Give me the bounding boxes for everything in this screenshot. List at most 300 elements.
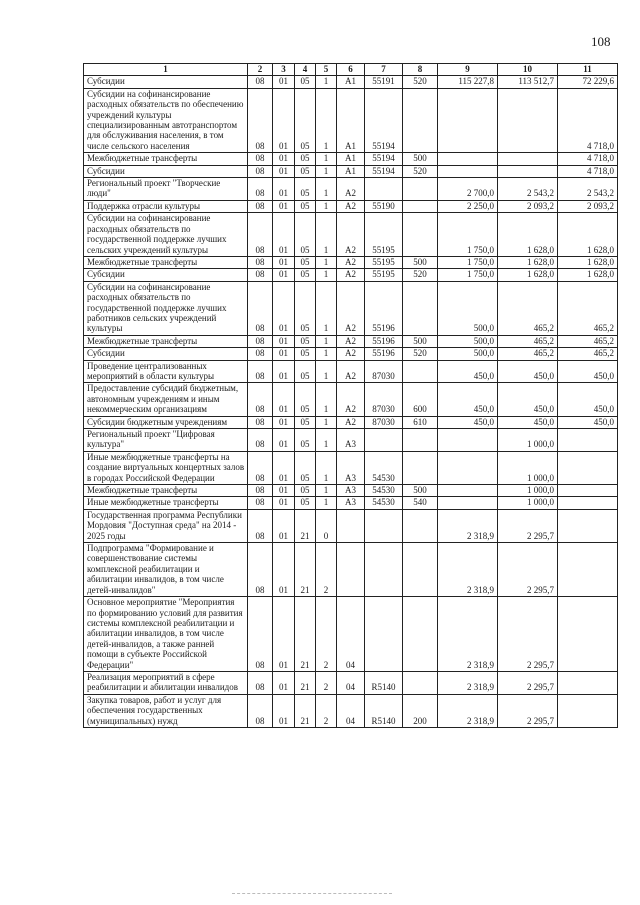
row-name-cell: Субсидии на софинансирование расходных обязательств по государственной поддержке лучших работников сельских учреждений культуры <box>84 281 248 335</box>
table-row <box>84 165 618 177</box>
amount-11-cell <box>558 543 618 597</box>
code-4-cell: 21 <box>295 694 316 727</box>
code-7-cell <box>365 429 403 452</box>
code-4-cell: 21 <box>295 509 316 542</box>
code-4-cell: 05 <box>295 269 316 281</box>
amount-10-cell: 465,2 <box>498 335 558 347</box>
code-6-cell: A2 <box>337 200 365 212</box>
amount-9-cell: 450,0 <box>438 416 498 428</box>
amount-11-cell: 465,2 <box>558 348 618 360</box>
code-8-cell <box>403 543 438 597</box>
code-2-cell: 08 <box>248 153 273 165</box>
amount-11-cell <box>558 509 618 542</box>
row-name-cell: Межбюджетные трансферты <box>84 256 248 268</box>
table-row <box>84 497 618 509</box>
amount-9-cell: 2 318,9 <box>438 694 498 727</box>
code-2-cell: 08 <box>248 451 273 484</box>
code-5-cell: 2 <box>316 543 337 597</box>
code-3-cell: 01 <box>273 256 295 268</box>
amount-9-cell: 1 750,0 <box>438 269 498 281</box>
amount-9-cell: 500,0 <box>438 281 498 335</box>
code-7-cell: 54530 <box>365 497 403 509</box>
amount-10-cell <box>498 165 558 177</box>
amount-9-cell: 2 318,9 <box>438 597 498 672</box>
table-row <box>84 416 618 428</box>
code-5-cell: 1 <box>316 416 337 428</box>
amount-11-cell: 4 718,0 <box>558 153 618 165</box>
amount-9-cell <box>438 451 498 484</box>
amount-11-cell: 2 543,2 <box>558 178 618 201</box>
code-5-cell: 1 <box>316 165 337 177</box>
table-row <box>84 509 618 542</box>
table-row <box>84 153 618 165</box>
amount-11-cell: 450,0 <box>558 383 618 416</box>
amount-10-cell: 2 295,7 <box>498 509 558 542</box>
code-2-cell: 08 <box>248 213 273 257</box>
code-7-cell: 55194 <box>365 88 403 152</box>
table-row <box>84 597 618 672</box>
code-2-cell: 08 <box>248 256 273 268</box>
code-8-cell <box>403 509 438 542</box>
code-5-cell: 1 <box>316 269 337 281</box>
amount-10-cell: 113 512,7 <box>498 76 558 88</box>
code-2-cell: 08 <box>248 335 273 347</box>
code-2-cell: 08 <box>248 429 273 452</box>
code-7-cell: 87030 <box>365 383 403 416</box>
code-8-cell <box>403 88 438 152</box>
code-3-cell: 01 <box>273 485 295 497</box>
amount-10-cell: 2 295,7 <box>498 543 558 597</box>
column-header: 4 <box>295 64 316 76</box>
code-5-cell: 2 <box>316 671 337 694</box>
table-row <box>84 543 618 597</box>
code-7-cell: 55196 <box>365 335 403 347</box>
table-row <box>84 269 618 281</box>
code-6-cell: A2 <box>337 383 365 416</box>
amount-9-cell: 450,0 <box>438 360 498 383</box>
row-name-cell: Проведение централизованных мероприятий в области культуры <box>84 360 248 383</box>
code-5-cell: 1 <box>316 360 337 383</box>
code-4-cell: 05 <box>295 429 316 452</box>
amount-11-cell: 450,0 <box>558 416 618 428</box>
row-name-cell: Межбюджетные трансферты <box>84 485 248 497</box>
amount-10-cell: 1 000,0 <box>498 429 558 452</box>
code-3-cell: 01 <box>273 429 295 452</box>
code-6-cell: A3 <box>337 429 365 452</box>
amount-10-cell: 1 000,0 <box>498 497 558 509</box>
code-4-cell: 05 <box>295 256 316 268</box>
code-3-cell: 01 <box>273 694 295 727</box>
amount-11-cell: 1 628,0 <box>558 213 618 257</box>
code-4-cell: 21 <box>295 671 316 694</box>
amount-9-cell: 2 318,9 <box>438 543 498 597</box>
amount-9-cell <box>438 165 498 177</box>
amount-10-cell: 1 628,0 <box>498 269 558 281</box>
code-4-cell: 05 <box>295 348 316 360</box>
amount-11-cell <box>558 671 618 694</box>
code-2-cell: 08 <box>248 597 273 672</box>
code-7-cell: 55194 <box>365 165 403 177</box>
amount-9-cell <box>438 429 498 452</box>
code-5-cell: 2 <box>316 597 337 672</box>
amount-10-cell: 1 628,0 <box>498 213 558 257</box>
code-4-cell: 05 <box>295 76 316 88</box>
code-4-cell: 05 <box>295 497 316 509</box>
code-5-cell: 1 <box>316 383 337 416</box>
code-3-cell: 01 <box>273 360 295 383</box>
code-4-cell: 05 <box>295 178 316 201</box>
row-name-cell: Межбюджетные трансферты <box>84 153 248 165</box>
table-header-row <box>84 64 618 76</box>
row-name-cell: Поддержка отрасли культуры <box>84 200 248 212</box>
amount-9-cell: 115 227,8 <box>438 76 498 88</box>
amount-11-cell: 465,2 <box>558 335 618 347</box>
code-4-cell: 21 <box>295 597 316 672</box>
row-name-cell: Основное мероприятие "Мероприятия по формированию условий для развития системы комплексной реабилитации и абилитации инвалидов, в том числе детей-инвалидов, а также ранней помощи в субъекте Российской Федерации" <box>84 597 248 672</box>
code-8-cell <box>403 451 438 484</box>
code-6-cell: A1 <box>337 88 365 152</box>
code-4-cell: 05 <box>295 213 316 257</box>
column-header: 7 <box>365 64 403 76</box>
code-3-cell: 01 <box>273 416 295 428</box>
row-name-cell: Субсидии <box>84 76 248 88</box>
row-name-cell: Субсидии <box>84 348 248 360</box>
row-name-cell: Межбюджетные трансферты <box>84 335 248 347</box>
amount-11-cell <box>558 597 618 672</box>
code-6-cell <box>337 543 365 597</box>
amount-11-cell: 4 718,0 <box>558 165 618 177</box>
amount-11-cell <box>558 694 618 727</box>
amount-9-cell: 450,0 <box>438 383 498 416</box>
code-3-cell: 01 <box>273 451 295 484</box>
code-2-cell: 08 <box>248 543 273 597</box>
column-header: 2 <box>248 64 273 76</box>
column-header: 6 <box>337 64 365 76</box>
table-row <box>84 281 618 335</box>
amount-9-cell <box>438 497 498 509</box>
amount-11-cell <box>558 451 618 484</box>
code-4-cell: 05 <box>295 88 316 152</box>
amount-9-cell <box>438 88 498 152</box>
code-4-cell: 05 <box>295 200 316 212</box>
amount-11-cell: 2 093,2 <box>558 200 618 212</box>
row-name-cell: Региональный проект "Цифровая культура" <box>84 429 248 452</box>
amount-11-cell: 1 628,0 <box>558 269 618 281</box>
amount-10-cell: 2 295,7 <box>498 694 558 727</box>
code-6-cell: A1 <box>337 165 365 177</box>
amount-9-cell <box>438 485 498 497</box>
code-4-cell: 05 <box>295 153 316 165</box>
code-7-cell <box>365 597 403 672</box>
table-row <box>84 348 618 360</box>
code-2-cell: 08 <box>248 497 273 509</box>
code-6-cell: 04 <box>337 597 365 672</box>
code-8-cell: 200 <box>403 694 438 727</box>
code-6-cell: A2 <box>337 348 365 360</box>
code-4-cell: 21 <box>295 543 316 597</box>
code-2-cell: 08 <box>248 269 273 281</box>
row-name-cell: Субсидии на софинансирование расходных обязательств по обеспечению учреждений культуры специализированным автотранспортом для обслуживания населения, в том числе сельского населения <box>84 88 248 152</box>
code-4-cell: 05 <box>295 165 316 177</box>
code-2-cell: 08 <box>248 76 273 88</box>
code-6-cell: A2 <box>337 360 365 383</box>
amount-10-cell: 465,2 <box>498 281 558 335</box>
code-3-cell: 01 <box>273 213 295 257</box>
code-8-cell: 610 <box>403 416 438 428</box>
code-8-cell: 500 <box>403 153 438 165</box>
code-7-cell: 55196 <box>365 281 403 335</box>
code-6-cell: A3 <box>337 485 365 497</box>
code-8-cell: 500 <box>403 256 438 268</box>
code-3-cell: 01 <box>273 497 295 509</box>
page-number: 108 <box>591 34 611 49</box>
code-8-cell: 520 <box>403 165 438 177</box>
code-3-cell: 01 <box>273 269 295 281</box>
code-3-cell: 01 <box>273 671 295 694</box>
row-name-cell: Субсидии бюджетным учреждениям <box>84 416 248 428</box>
table-row <box>84 178 618 201</box>
code-4-cell: 05 <box>295 485 316 497</box>
code-6-cell <box>337 509 365 542</box>
code-6-cell: A2 <box>337 281 365 335</box>
code-3-cell: 01 <box>273 348 295 360</box>
code-3-cell: 01 <box>273 383 295 416</box>
code-2-cell: 08 <box>248 360 273 383</box>
amount-10-cell: 1 000,0 <box>498 451 558 484</box>
code-5-cell: 1 <box>316 335 337 347</box>
amount-9-cell: 2 250,0 <box>438 200 498 212</box>
code-7-cell: 55190 <box>365 200 403 212</box>
row-name-cell: Иные межбюджетные трансферты <box>84 497 248 509</box>
code-3-cell: 01 <box>273 178 295 201</box>
code-2-cell: 08 <box>248 416 273 428</box>
code-8-cell: 600 <box>403 383 438 416</box>
row-name-cell: Реализация мероприятий в сфере реабилитации и абилитации инвалидов <box>84 671 248 694</box>
amount-9-cell: 2 700,0 <box>438 178 498 201</box>
amount-11-cell <box>558 497 618 509</box>
code-6-cell: 04 <box>337 671 365 694</box>
code-6-cell: A2 <box>337 213 365 257</box>
row-name-cell: Иные межбюджетные трансферты на создание виртуальных концертных залов в городах Российской Федерации <box>84 451 248 484</box>
code-2-cell: 08 <box>248 88 273 152</box>
code-2-cell: 08 <box>248 485 273 497</box>
table-row <box>84 88 618 152</box>
code-7-cell: R5140 <box>365 694 403 727</box>
code-2-cell: 08 <box>248 694 273 727</box>
column-header: 5 <box>316 64 337 76</box>
row-name-cell: Субсидии <box>84 165 248 177</box>
code-3-cell: 01 <box>273 281 295 335</box>
amount-10-cell: 2 093,2 <box>498 200 558 212</box>
amount-9-cell: 2 318,9 <box>438 509 498 542</box>
code-3-cell: 01 <box>273 509 295 542</box>
code-7-cell: 55195 <box>365 269 403 281</box>
code-3-cell: 01 <box>273 200 295 212</box>
amount-9-cell: 1 750,0 <box>438 256 498 268</box>
table-row <box>84 360 618 383</box>
code-8-cell: 500 <box>403 485 438 497</box>
code-4-cell: 05 <box>295 383 316 416</box>
table-row <box>84 335 618 347</box>
code-3-cell: 01 <box>273 153 295 165</box>
code-2-cell: 08 <box>248 165 273 177</box>
amount-11-cell: 1 628,0 <box>558 256 618 268</box>
code-8-cell: 520 <box>403 76 438 88</box>
code-6-cell: 04 <box>337 694 365 727</box>
code-6-cell: A3 <box>337 451 365 484</box>
code-8-cell <box>403 178 438 201</box>
code-5-cell: 1 <box>316 451 337 484</box>
table-row <box>84 485 618 497</box>
code-4-cell: 05 <box>295 451 316 484</box>
code-6-cell: A2 <box>337 178 365 201</box>
code-5-cell: 1 <box>316 497 337 509</box>
code-8-cell <box>403 213 438 257</box>
code-6-cell: A2 <box>337 335 365 347</box>
code-5-cell: 1 <box>316 153 337 165</box>
table-row <box>84 76 618 88</box>
amount-9-cell: 2 318,9 <box>438 671 498 694</box>
code-8-cell: 520 <box>403 269 438 281</box>
amount-9-cell: 500,0 <box>438 348 498 360</box>
code-7-cell <box>365 509 403 542</box>
column-header: 1 <box>84 64 248 76</box>
column-header: 11 <box>558 64 618 76</box>
amount-10-cell <box>498 153 558 165</box>
code-8-cell <box>403 671 438 694</box>
amount-10-cell: 450,0 <box>498 383 558 416</box>
code-2-cell: 08 <box>248 348 273 360</box>
table-row <box>84 671 618 694</box>
code-6-cell: A1 <box>337 76 365 88</box>
row-name-cell: Закупка товаров, работ и услуг для обеспечения государственных (муниципальных) нужд <box>84 694 248 727</box>
code-5-cell: 1 <box>316 200 337 212</box>
code-8-cell <box>403 200 438 212</box>
code-6-cell: A3 <box>337 497 365 509</box>
code-7-cell: 55195 <box>365 213 403 257</box>
code-4-cell: 05 <box>295 281 316 335</box>
code-7-cell: 87030 <box>365 360 403 383</box>
code-7-cell: 55194 <box>365 153 403 165</box>
amount-10-cell: 2 295,7 <box>498 597 558 672</box>
amount-10-cell: 465,2 <box>498 348 558 360</box>
row-name-cell: Предоставление субсидий бюджетным, автономным учреждениям и иным некоммерческим организациям <box>84 383 248 416</box>
code-5-cell: 2 <box>316 694 337 727</box>
table-row <box>84 256 618 268</box>
code-3-cell: 01 <box>273 88 295 152</box>
code-8-cell <box>403 597 438 672</box>
amount-10-cell: 2 543,2 <box>498 178 558 201</box>
code-7-cell: 55196 <box>365 348 403 360</box>
amount-11-cell: 465,2 <box>558 281 618 335</box>
code-8-cell <box>403 360 438 383</box>
row-name-cell: Субсидии на софинансирование расходных обязательств по государственной поддержке лучших сельских учреждений культуры <box>84 213 248 257</box>
code-6-cell: A2 <box>337 256 365 268</box>
code-7-cell: 54530 <box>365 451 403 484</box>
scan-artifact-line <box>232 893 392 894</box>
amount-11-cell: 72 229,6 <box>558 76 618 88</box>
amount-9-cell: 1 750,0 <box>438 213 498 257</box>
code-3-cell: 01 <box>273 165 295 177</box>
code-3-cell: 01 <box>273 335 295 347</box>
table-row <box>84 451 618 484</box>
column-header: 10 <box>498 64 558 76</box>
code-2-cell: 08 <box>248 509 273 542</box>
amount-9-cell <box>438 153 498 165</box>
code-7-cell: 55195 <box>365 256 403 268</box>
column-header: 8 <box>403 64 438 76</box>
amount-9-cell: 500,0 <box>438 335 498 347</box>
code-3-cell: 01 <box>273 76 295 88</box>
amount-10-cell: 1 628,0 <box>498 256 558 268</box>
code-6-cell: A1 <box>337 153 365 165</box>
code-5-cell: 1 <box>316 76 337 88</box>
code-7-cell <box>365 178 403 201</box>
code-5-cell: 1 <box>316 429 337 452</box>
code-2-cell: 08 <box>248 178 273 201</box>
code-7-cell: 54530 <box>365 485 403 497</box>
code-8-cell: 520 <box>403 348 438 360</box>
code-5-cell: 1 <box>316 256 337 268</box>
code-7-cell <box>365 543 403 597</box>
amount-11-cell: 4 718,0 <box>558 88 618 152</box>
code-5-cell: 1 <box>316 281 337 335</box>
amount-10-cell: 450,0 <box>498 416 558 428</box>
amount-10-cell: 450,0 <box>498 360 558 383</box>
code-2-cell: 08 <box>248 281 273 335</box>
row-name-cell: Региональный проект "Творческие люди" <box>84 178 248 201</box>
row-name-cell: Подпрограмма "Формирование и совершенствование системы комплексной реабилитации и абилитации инвалидов, в том числе детей-инвалидов" <box>84 543 248 597</box>
budget-table <box>83 63 618 728</box>
amount-11-cell <box>558 485 618 497</box>
code-7-cell: 87030 <box>365 416 403 428</box>
code-4-cell: 05 <box>295 416 316 428</box>
row-name-cell: Государственная программа Республики Мордовия "Доступная среда" на 2014 - 2025 годы <box>84 509 248 542</box>
amount-11-cell: 450,0 <box>558 360 618 383</box>
code-3-cell: 01 <box>273 543 295 597</box>
table-row <box>84 200 618 212</box>
code-6-cell: A2 <box>337 416 365 428</box>
code-8-cell <box>403 429 438 452</box>
code-2-cell: 08 <box>248 200 273 212</box>
table-row <box>84 213 618 257</box>
code-8-cell: 540 <box>403 497 438 509</box>
column-header: 9 <box>438 64 498 76</box>
amount-11-cell <box>558 429 618 452</box>
code-4-cell: 05 <box>295 360 316 383</box>
code-6-cell: A2 <box>337 269 365 281</box>
code-4-cell: 05 <box>295 335 316 347</box>
code-5-cell: 1 <box>316 485 337 497</box>
amount-10-cell <box>498 88 558 152</box>
code-3-cell: 01 <box>273 597 295 672</box>
code-5-cell: 1 <box>316 213 337 257</box>
table-row <box>84 429 618 452</box>
column-header: 3 <box>273 64 295 76</box>
table-row <box>84 694 618 727</box>
code-5-cell: 1 <box>316 348 337 360</box>
code-7-cell: R5140 <box>365 671 403 694</box>
amount-10-cell: 1 000,0 <box>498 485 558 497</box>
table-row <box>84 383 618 416</box>
code-7-cell: 55191 <box>365 76 403 88</box>
code-8-cell: 500 <box>403 335 438 347</box>
code-8-cell <box>403 281 438 335</box>
row-name-cell: Субсидии <box>84 269 248 281</box>
code-5-cell: 1 <box>316 178 337 201</box>
code-2-cell: 08 <box>248 383 273 416</box>
amount-10-cell: 2 295,7 <box>498 671 558 694</box>
